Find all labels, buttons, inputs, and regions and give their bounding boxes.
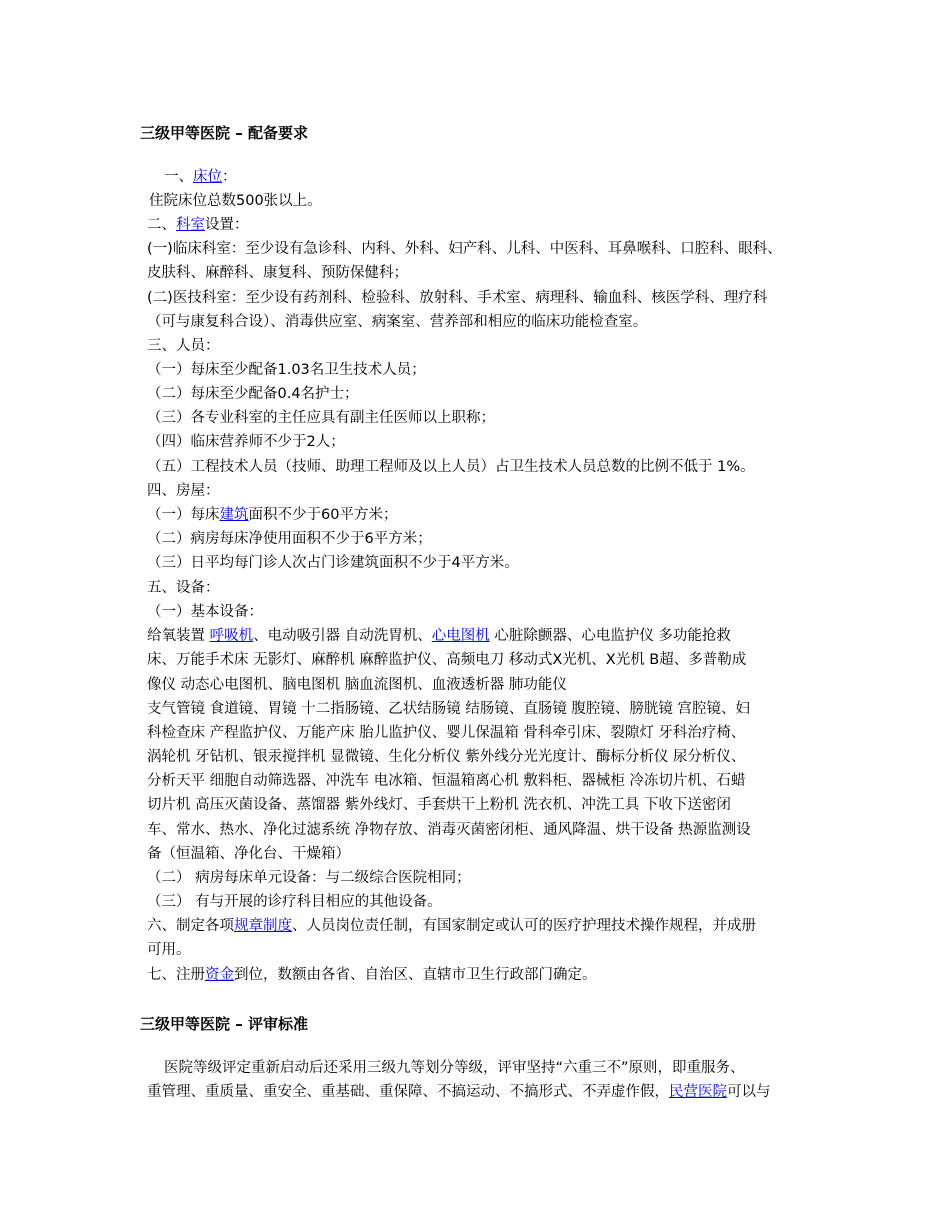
staff-item-4: （四）临床营养师不少于2人；: [147, 434, 345, 450]
staff-item-2: （二）每床至少配备0.4名护士；: [147, 386, 359, 402]
beds-text: 住院床位总数500张以上。: [149, 193, 322, 209]
equipment-line-1: 给氧装置 呼吸机、电动吸引器 自动洗胃机、心电图机 心脏除颤器、心电监护仪 多功能抢救: [147, 628, 731, 644]
equipment-line-7: 分析天平 细胞自动筛选器、冲洗车 电冰箱、恒温箱离心机 敷料柜、器械柜 冷冻切片机、石蜡: [147, 773, 746, 789]
beds-link[interactable]: 床位: [193, 169, 222, 185]
equipment-line-3: 像仪 动态心电图机、脑电图机 脑血流图机、血液透析器 肺功能仪: [147, 677, 567, 693]
rules-line-2: 可用。: [147, 942, 191, 958]
clinical-line-1: (一)临床科室：至少设有急诊科、内科、外科、妇产科、儿科、中医科、耳鼻喉科、口腔科、眼科、: [147, 241, 782, 257]
section-heading-standards: 三级甲等医院 – 评审标准: [140, 1015, 308, 1033]
equipment-line-2: 床、万能手术床 无影灯、麻醉机 麻醉监护仪、高频电刀 移动式X光机、X光机 B超、多普勒成: [147, 652, 747, 668]
housing-item-1: （一）每床建筑面积不少于60平方米；: [147, 507, 398, 523]
staff-item-5: （五）工程技术人员（技师、助理工程师及以上人员）占卫生技术人员总数的比例不低于 1%。: [147, 459, 755, 475]
standards-paragraph-line-1: 医院等级评定重新启动后还采用三级九等划分等级，评审坚持“六重三不”原则，即重服务、: [164, 1060, 745, 1076]
equipment-line-9: 车、常水、热水、净化过滤系统 净物存放、消毒灭菌密闭柜、通风降温、烘干设备 热源监测设: [147, 822, 751, 838]
staff-item-3: （三）各专业科室的主任应具有副主任医师以上职称；: [147, 410, 495, 426]
medtech-line-1: (二)医技科室：至少设有药剂科、检验科、放射科、手术室、病理科、输血科、核医学科、理疗科: [147, 290, 768, 306]
standards-paragraph-line-2: 重管理、重质量、重安全、重基础、重保障、不搞运动、不搞形式、不弄虚作假，民营医院可以与: [147, 1084, 771, 1100]
equipment-heading: 五、设备：: [147, 580, 220, 596]
regulations-link[interactable]: 规章制度: [234, 918, 292, 934]
equipment-line-4: 支气管镜 食道镜、胃镜 十二指肠镜、乙状结肠镜 结肠镜、直肠镜 腹腔镜、膀胱镜 宫腔镜、妇: [147, 701, 751, 717]
section-heading-requirements: 三级甲等医院 – 配备要求: [140, 124, 308, 142]
housing-heading: 四、房屋：: [147, 483, 220, 499]
equipment-line-8: 切片机 高压灭菌设备、蒸馏器 紫外线灯、手套烘干上粉机 洗衣机、冲洗工具 下收下送密闭: [147, 797, 731, 813]
staff-item-1: （一）每床至少配备1.03名卫生技术人员；: [147, 362, 426, 378]
equipment-basic-heading: （一）基本设备：: [147, 604, 263, 620]
staff-heading: 三、人员：: [147, 338, 220, 354]
building-link[interactable]: 建筑: [219, 507, 249, 523]
ecg-machine-link[interactable]: 心电图机: [431, 628, 490, 644]
equipment-line-5: 科检查床 产程监护仪、万能产床 胎儿监护仪、婴儿保温箱 骨科牵引床、裂隙灯 牙科治疗椅、: [147, 725, 746, 741]
beds-heading: 一、床位：: [164, 169, 237, 185]
housing-item-2: （二）病房每床净使用面积不少于6平方米；: [147, 531, 432, 547]
medtech-line-2: （可与康复科合设）、消毒供应室、病案室、营养部和相应的临床功能检查室。: [147, 314, 648, 330]
equipment-ward-unit: （二） 病房每床单元设备：与二级综合医院相同；: [147, 870, 471, 886]
ventilator-link[interactable]: 呼吸机: [209, 628, 254, 644]
equipment-line-6: 涡轮机 牙钻机、银汞搅拌机 显微镜、生化分析仪 紫外线分光光度计、酶标分析仪 尿分析仪、: [147, 749, 746, 765]
dept-link[interactable]: 科室: [176, 217, 205, 233]
clinical-line-2: 皮肤科、麻醉科、康复科、预防保健科；: [147, 265, 408, 281]
capital-link[interactable]: 资金: [205, 967, 234, 983]
private-hospital-link[interactable]: 民营医院: [669, 1084, 727, 1100]
capital-line: 七、注册资金到位，数额由各省、自治区、直辖市卫生行政部门确定。: [147, 967, 597, 983]
dept-heading: 二、科室设置：: [147, 217, 249, 233]
housing-item-3: （三）日平均每门诊人次占门诊建筑面积不少于4平方米。: [147, 555, 519, 571]
equipment-other: （三） 有与开展的诊疗科目相应的其他设备。: [147, 894, 442, 910]
rules-line-1: 六、制定各项规章制度、人员岗位责任制，有国家制定或认可的医疗护理技术操作规程，并成册: [147, 918, 756, 934]
equipment-line-10: 备（恒温箱、净化台、干燥箱）: [147, 846, 350, 862]
